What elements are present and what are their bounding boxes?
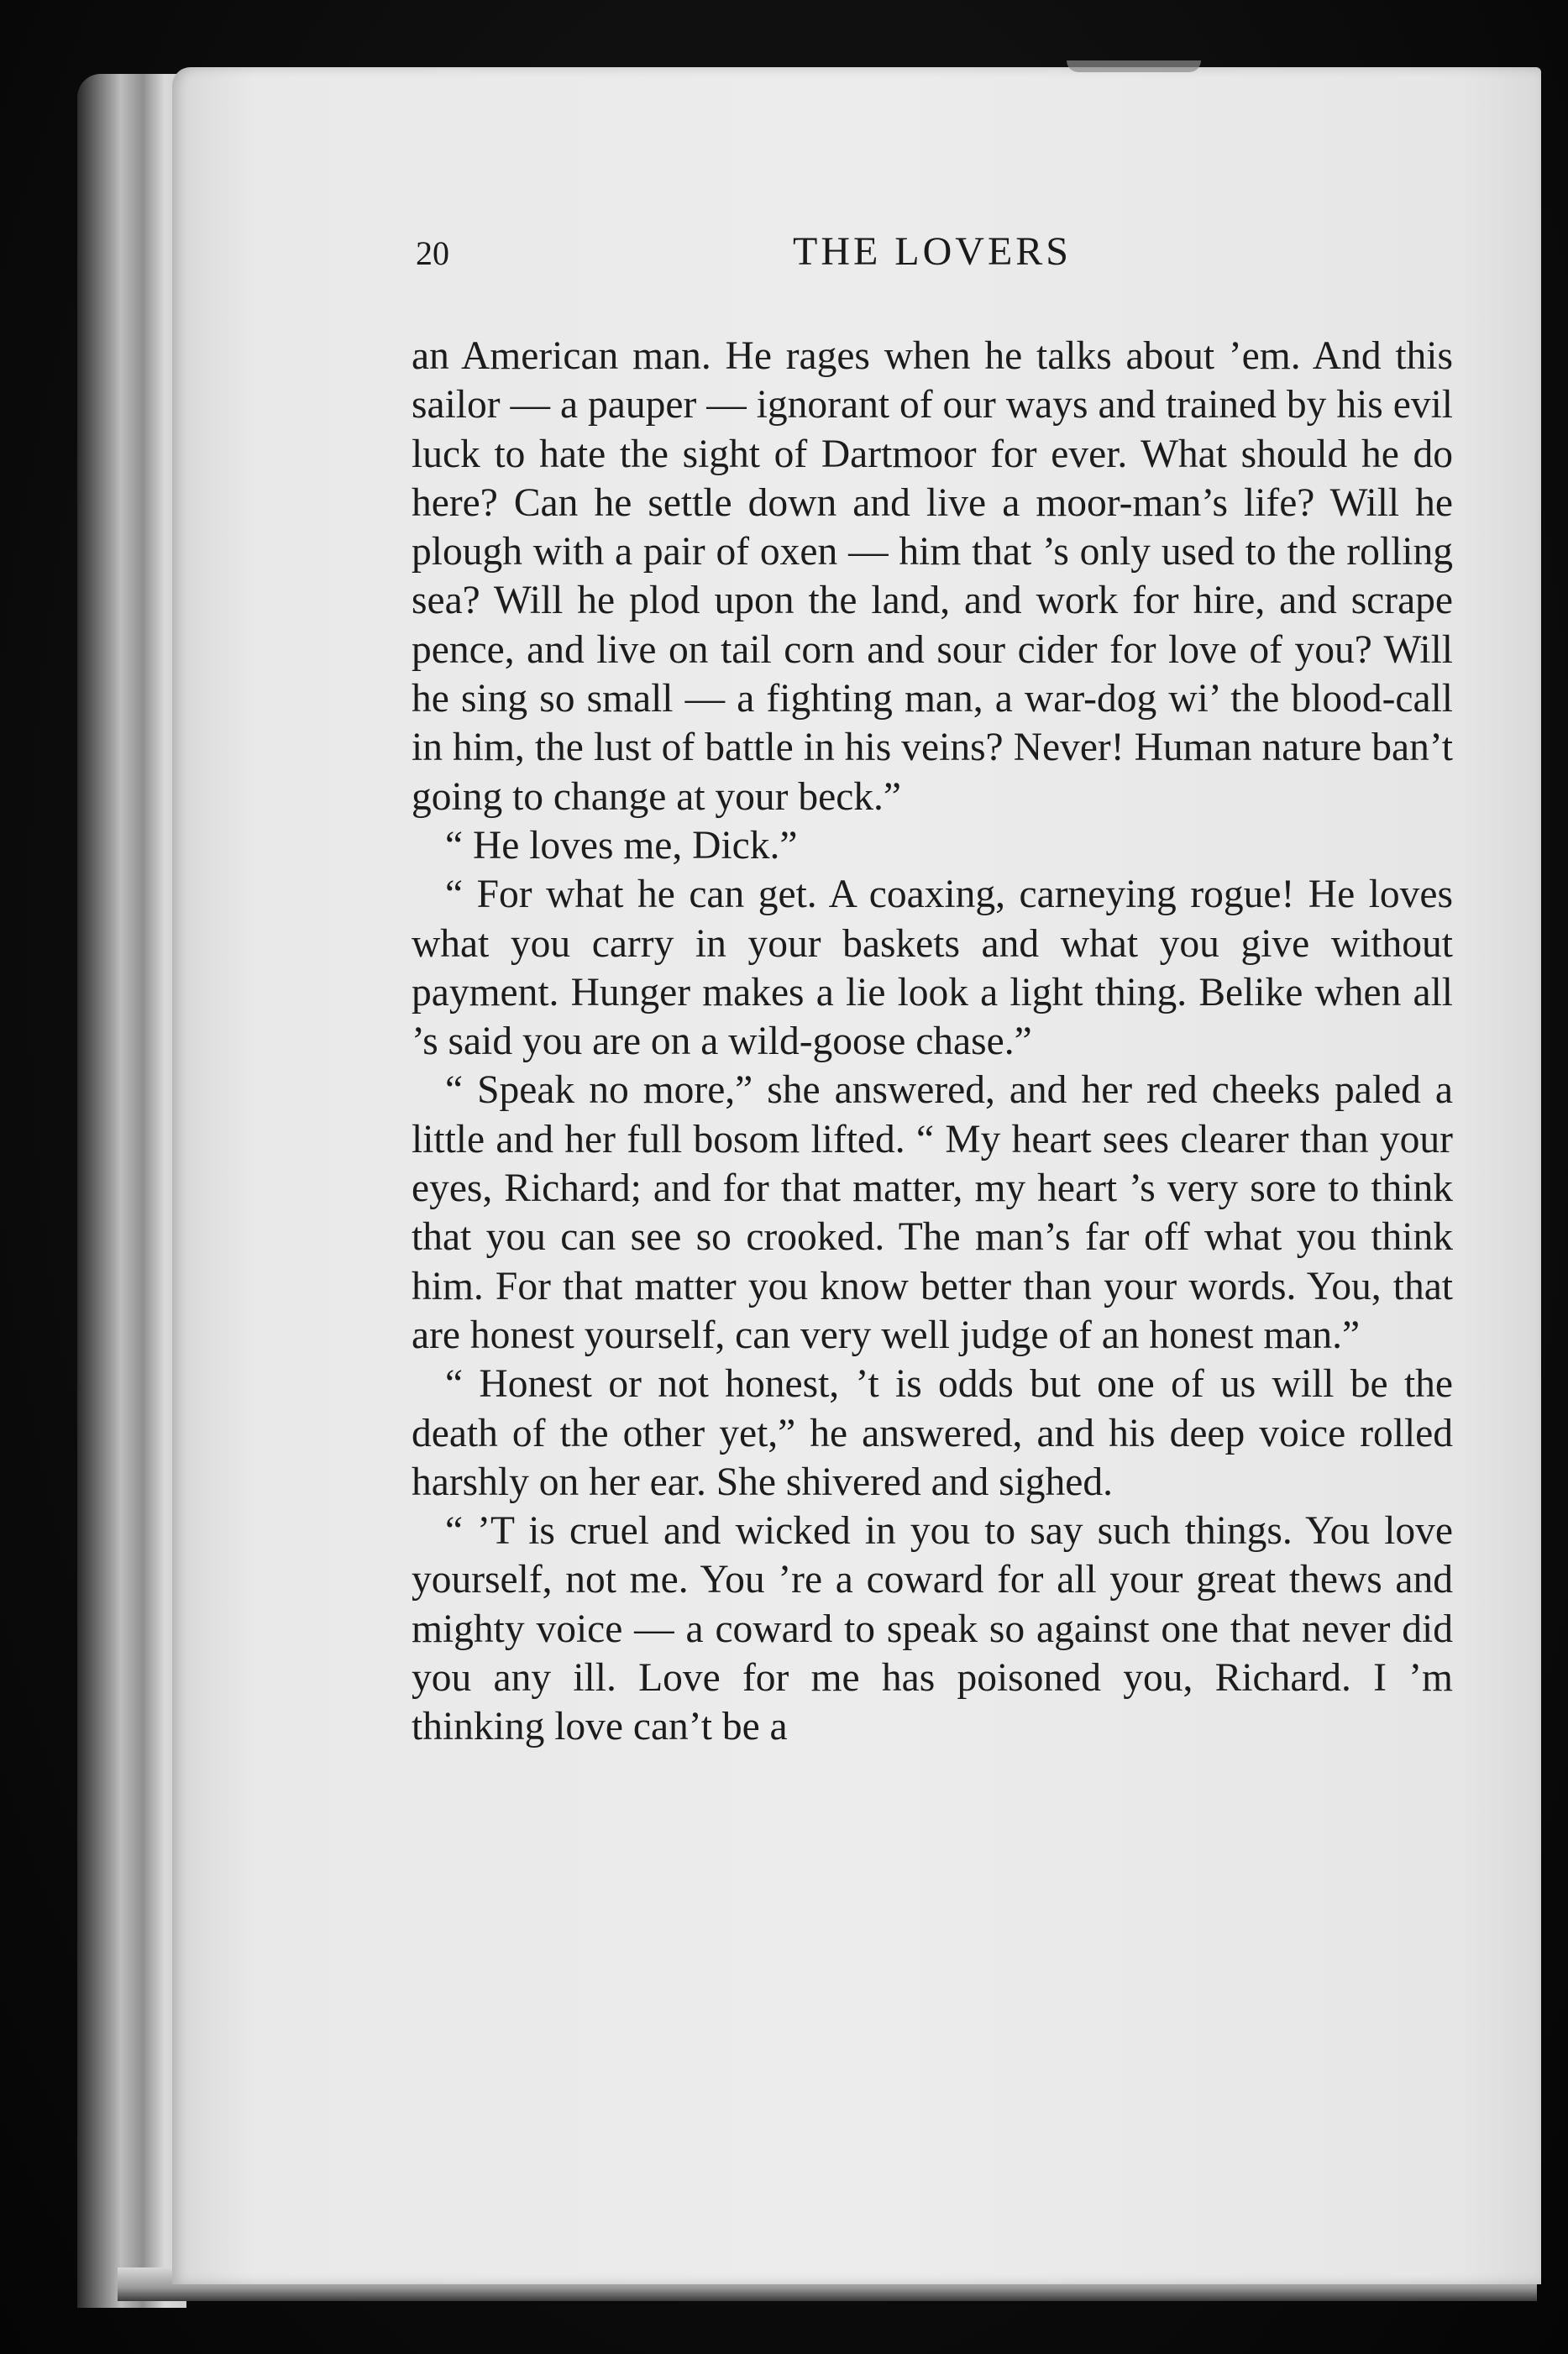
running-title: THE LOVERS — [793, 229, 1072, 274]
page-top-wear-mark — [1067, 60, 1201, 72]
paragraph: “ Speak no more,” she answered, and her red cheeks paled a little and her full bosom lifted. “ My heart sees clearer than your eyes, Richard; and for that matter, my heart ’s very sore to think that you can see so crooked. The man’s far off what you think him. For that matter you know better than your words. You, that are honest yourself, can very well judge of an honest man.” — [412, 1068, 1453, 1357]
body-text — [412, 332, 1453, 1752]
page-number: 20 — [416, 234, 449, 272]
running-head — [416, 228, 1449, 287]
paragraph: “ ’T is cruel and wicked in you to say such things. You love yourself, not me. You ’re a coward for all your great thews and mighty voice — a coward to speak so against one that never did you any ill. Love for me has poisoned you, Richard. I ’m thinking love can’t be a — [412, 1509, 1453, 1749]
paragraph: “ He loves me, Dick.” — [445, 823, 798, 868]
paragraph: “ Honest or not honest, ’t is odds but one of us will be the death of the other yet,” he answered, and his deep voice rolled harshly on her ear. She shivered and sighed. — [412, 1362, 1453, 1504]
book-binding-edge — [77, 74, 186, 2308]
paragraph: an American man. He rages when he talks about ’em. And this sailor — a pauper — ignorant of our ways and trained by his evil luck to hate the sight of Dartmoor for ever. What should he do here? Can he settle down and live a moor-man’s life? Will he plough with a pair of oxen — him that ’s only used to the rolling sea? Will he plod upon the land, and work for hire, and scrape pence, and live on tail corn and sour cider for love of you? Will he sing so small — a fighting man, a war-dog wi’ the blood-call in him, the lust of battle in his veins? Never! Human nature ban’t going to change at your beck.” — [412, 334, 1453, 819]
paragraph: “ For what he can get. A coaxing, carneying rogue! He loves what you carry in your baskets and what you give without payment. Hunger makes a lie look a light thing. Belike when all ’s said you are on a wild-goose chase.” — [412, 873, 1453, 1064]
